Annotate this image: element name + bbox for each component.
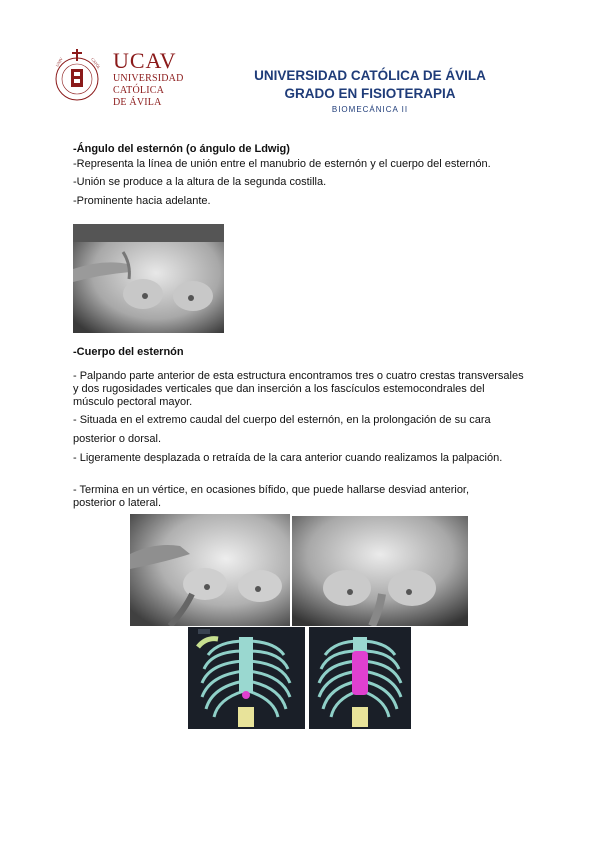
sternum-body-palpation-photo-2 (292, 516, 468, 626)
section2-paragraph-1: - Palpando parte anterior de esta estructura encontramos tres o cuatro crestas transversales y dos rugosidades verticales que dan inserción a los fascículos estemocondrales del músculo pectoral mayor. (73, 370, 524, 408)
section2-paragraph-4: - Termina en un vértice, en ocasiones bífido, que puede hallarse desviad anterior, posterior o lateral. (73, 484, 470, 509)
header-university-title: UNIVERSIDAD CATÓLICA DE ÁVILA (254, 68, 486, 83)
section1-line-3: -Prominente hacia adelante. (73, 195, 211, 207)
university-seal-logo (53, 47, 105, 107)
svg-text:UNIV: UNIV (54, 56, 64, 68)
rib-cage-sternum-body-highlight-image (309, 627, 411, 729)
svg-text:CATÓL: CATÓL (90, 56, 102, 71)
section1-line-2: -Unión se produce a la altura de la segunda costilla. (73, 176, 327, 188)
section2-paragraph-3: - Ligeramente desplazada o retraída de la cara anterior cuando realizamos la palpación. (73, 452, 503, 464)
section2-paragraph-2a: - Situada en el extremo caudal del cuerpo del esternón, en la prolongación de su cara (73, 414, 491, 426)
logo-line-2: CATÓLICA (113, 85, 165, 96)
logo-line-1: UNIVERSIDAD (113, 73, 184, 84)
section1-heading: -Ángulo del esternón (o ángulo de Ldwig) (73, 143, 290, 155)
section1-line-1: -Representa la línea de unión entre el manubrio de esternón y el cuerpo del esternón. (73, 158, 491, 170)
rib-cage-xiphoid-highlight-image (188, 627, 305, 729)
header-degree-title: GRADO EN FISIOTERAPIA (284, 86, 456, 101)
section2-heading: -Cuerpo del esternón (73, 346, 184, 358)
header-subject: BIOMECÁNICA II (331, 105, 409, 114)
sternal-angle-palpation-photo (73, 224, 224, 333)
section2-paragraph-2b: posterior o dorsal. (73, 433, 162, 445)
logo-acronym: UCAV (113, 48, 177, 73)
logo-line-3: DE ÁVILA (113, 97, 162, 108)
sternum-body-palpation-photo-1 (130, 514, 290, 626)
